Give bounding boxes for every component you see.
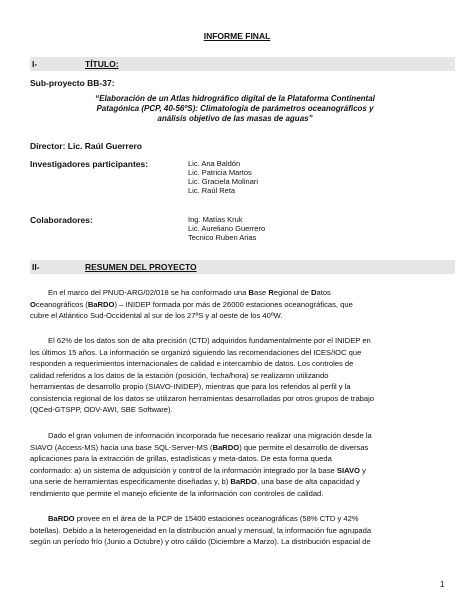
section-label: TÍTULO:: [85, 59, 119, 69]
paragraph-line: consistencia regional de los datos se utilizaron herramientas desarrolladas por otros grupos de trabajo: [30, 393, 375, 403]
section-number: II-: [32, 262, 40, 272]
section-label: RESUMEN DEL PROYECTO: [85, 262, 197, 272]
paragraph-2: [30, 335, 455, 416]
paragraph-line: rendimiento que permite el manejo eficiente de la información con controles de calidad.: [30, 488, 324, 498]
subproject-title-line: análisis objetivo de las masas de aguas”: [157, 114, 313, 123]
paragraph-line: El 62% de los datos son de alta precisión (CTD) adquiridos fundamentalmente por el INIDEP en: [48, 336, 371, 345]
investigator-name: Lic. Graciela Molinari: [188, 177, 259, 186]
paragraph-line: Dado el gran volumen de información incorporada fue necesario realizar una migración desde la: [48, 431, 372, 440]
paragraph-3: [30, 430, 455, 499]
subproject-title-line: “Elaboración de un Atlas hidrográfico digital de la Plataforma Continental: [95, 94, 375, 103]
paragraph-line: calidad referidos a los datos de la estación (posición, fecha/hora) se realizaron utilizando: [30, 370, 329, 380]
paragraph-line: responden a requerimientos internacionales de calidad e intercambio de datos. Los controles de: [30, 359, 354, 368]
page-number: 1: [440, 580, 445, 589]
paragraph-line: aplicaciones para la extracción de grillas, estadísticas y meta-datos. De esta forma queda: [30, 454, 332, 463]
section-heading-titulo: [30, 57, 455, 71]
paragraph-line: (QCed-GTSPP, ODV-AWI, SBE Software).: [30, 405, 173, 414]
collaborators-label: Colaboradores:: [30, 215, 93, 225]
paragraph-4: [30, 513, 455, 548]
paragraph-line: BaRDO provee en el área de la PCP de 15400 estaciones oceanográficas (58% CTD y 42%: [48, 514, 359, 523]
paragraph-1: [30, 287, 455, 322]
collaborators-list: [188, 215, 265, 242]
director-line: Director: Lic. Raúl Guerrero: [30, 141, 142, 151]
paragraph-line: los últimos 15 años. La información se organizó siguiendo las recomendaciones del ICES/IOC que: [30, 347, 362, 357]
collaborator-name: Tecnico Ruben Arias: [188, 233, 257, 242]
investigators-label: Investigadores participantes:: [30, 159, 149, 169]
paragraph-line: cubre el Atlántico Sud-Occidental al sur de los 27ºS y al oeste de los 40ºW.: [30, 311, 283, 320]
subproject-title-line: Patagónica (PCP, 40-56ºS): Climatología de parámetros oceanográficos y: [96, 104, 374, 113]
collaborator-name: Lic. Aureliano Guerrero: [188, 224, 266, 233]
paragraph-line: herramientas de desarrollo propio (SIAVO-INIDEP), mientras que para los referidos al perfil y la: [30, 382, 351, 391]
section-number: I-: [32, 59, 38, 69]
subproject-title: [60, 94, 410, 124]
document-title: INFORME FINAL: [203, 31, 271, 41]
paragraph-line: botellas). Debido a la heterogeneidad en la distribución anual y mensual, la información fue agrupada: [30, 525, 372, 535]
paragraph-line: según un período frío (Junio a Octubre) y otro cálido (Diciembre a Marzo). La distribución espacial de: [30, 537, 371, 546]
investigator-name: Lic. Patricia Martos: [188, 168, 252, 177]
paragraph-line: Oceanográficos (BaRDO) – INIDEP formada por más de 26000 estaciones oceanográficas, que: [30, 299, 353, 309]
paragraph-line: SIAVO (Access-MS) hacia una base SQL-Server-MS (BaRDO) que permite el desarrollo de diversas: [30, 442, 369, 452]
investigator-name: Lic. Raúl Reta: [188, 186, 236, 195]
paragraph-line: una serie de herramientas especificamente diseñadas y, b) BaRDO, una base de alta capacidad y: [30, 477, 360, 486]
investigator-name: Lic. Ana Baldón: [188, 159, 241, 168]
subproject-label: Sub-proyecto BB-37:: [30, 78, 115, 88]
paragraph-line: En el marco del PNUD-ARG/02/018 se ha conformado una Base Regional de Datos: [48, 288, 331, 297]
investigators-list: [188, 159, 258, 195]
paragraph-line: conformado: a) un sistema de adquisición y control de la información integrado por la base SIAVO y: [30, 465, 366, 475]
collaborator-name: Ing. Matías Kruk: [188, 215, 243, 224]
section-heading-resumen: [30, 260, 455, 274]
